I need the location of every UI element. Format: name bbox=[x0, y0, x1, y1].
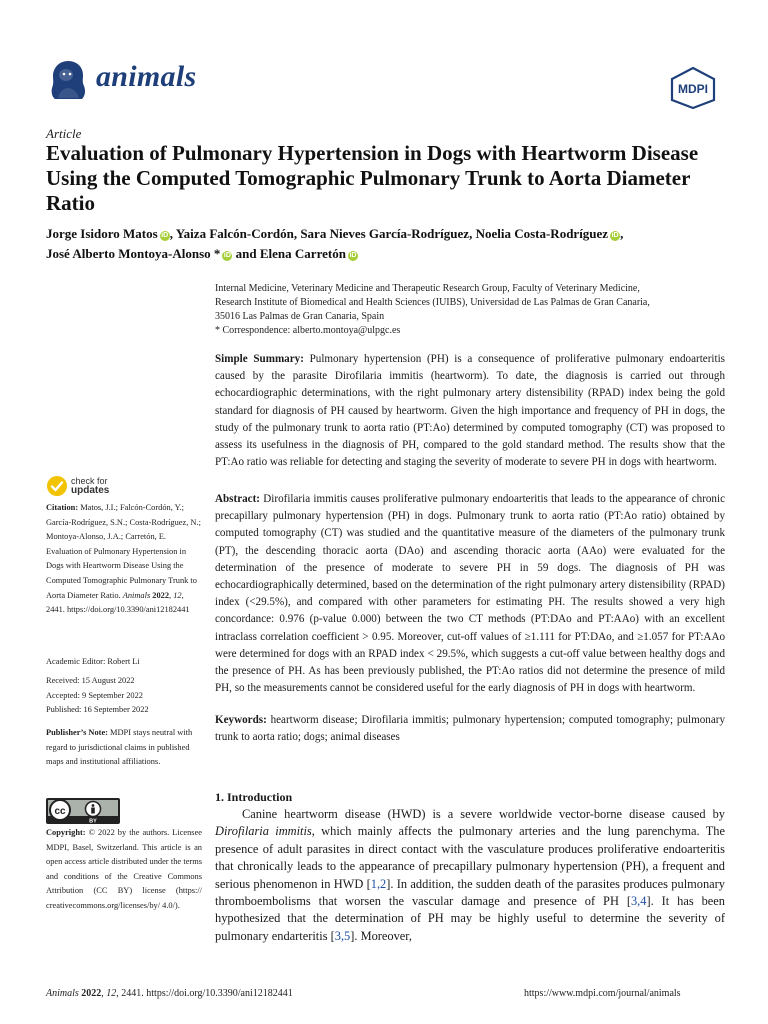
academic-editor: Academic Editor: Robert Li bbox=[46, 657, 140, 666]
article-title: Evaluation of Pulmonary Hypertension in Dogs with Heartworm Disease Using the Computed Tomographic Pulmonary Trunk to Aorta Diameter Ratio bbox=[46, 141, 699, 215]
affiliation-line: Research Institute of Biomedical and Health Sciences (IUIBS), Universidad de Las Palmas de Gran Canaria, bbox=[215, 297, 650, 308]
keywords-label: Keywords: bbox=[215, 714, 267, 726]
citation-block: Citation: Matos, J.I.; Falcón-Cordón, Y.; García-Rodríguez, S.N.; Costa-Rodríguez, N.; Montoya-Alonso, J.A.; Carretón, E. Evaluation of Pulmonary Hypertension in Dogs with Heartworm Disease Using the Computed Tomographic Pulmonary Trunk to Aorta Diameter Ratio. Animals 2022, 12, 2441. https://doi.org/10.3390/ani12182441 bbox=[46, 503, 201, 615]
citation-volume: 12 bbox=[173, 590, 182, 600]
check-updates-line1: check for bbox=[71, 476, 108, 486]
author-name[interactable]: Noelia Costa-Rodríguez bbox=[475, 226, 609, 241]
cc-by-label: BY bbox=[89, 818, 97, 824]
ape-silhouette-icon bbox=[46, 58, 90, 102]
correspondence[interactable]: * Correspondence: alberto.montoya@ulpgc.es bbox=[215, 325, 401, 336]
author-name[interactable]: Sara Nieves García-Rodríguez bbox=[300, 226, 470, 241]
author-list: Jorge Isidoro Matos iD , Yaiza Falcón-Cordón, Sara Nieves García-Rodríguez, Noelia Costa-Rodríguez iD , José Alberto Montoya-Alonso * iD and Elena Carretón iD bbox=[46, 226, 624, 261]
footer-volume: 12 bbox=[106, 988, 117, 999]
orcid-icon[interactable]: iD bbox=[223, 252, 231, 259]
received-date: Received: 15 August 2022 bbox=[46, 676, 135, 685]
citation-text: Matos, J.I.; Falcón-Cordón, Y.; García-Rodríguez, S.N.; Costa-Rodríguez, N.; Montoya-Alonso, J.A.; Carretón, E. Evaluation of Pulmonary Hypertension in Dogs with Heartworm Disease Using the Computed Tomographic Pulmonary Trunk to Aorta Diameter Ratio. bbox=[46, 503, 201, 600]
accepted-date: Accepted: 9 September 2022 bbox=[46, 690, 143, 700]
mdpi-logo bbox=[668, 66, 718, 110]
intro-text: ]. It has been hypothesized that the determination of PH may be highly useful to determine the severity of pulmonary endarteritis [ bbox=[215, 894, 726, 943]
published-date: Published: 16 September 2022 bbox=[46, 705, 149, 715]
species-name: Dirofilaria immitis bbox=[215, 824, 312, 839]
author-name[interactable]: and Elena Carretón bbox=[235, 246, 346, 261]
footer-journal-url[interactable]: https://www.mdpi.com/journal/animals bbox=[524, 988, 681, 999]
simple-summary-text: Pulmonary hypertension (PH) is a consequence of proliferative pulmonary endoarteritis caused by the parasite Dirofilaria immitis (heartworm). To date, the diagnosis is carried out through echocardiographic determinations, with the right pulmonary artery distensibility (RPAD) index being the gold standard for diagnosis of PH caused by heartworm. Given the high importance and frequency of PH in dogs, the study of the pulmonary trunk to aorta ratio (PT:Ao) determined by computed tomography (CT) was proposed to assess its usefulness in the diagnosis of PH, compared to the gold standard method. The results show that the PT:Ao ratio was reliable for detecting and staging the severity of moderate to severe PH in dogs with heartworm. bbox=[215, 353, 725, 469]
citation-label: Citation: bbox=[46, 503, 79, 512]
citation-link[interactable]: 1,2 bbox=[370, 876, 387, 891]
publisher-note bbox=[46, 726, 202, 770]
orcid-icon[interactable]: iD bbox=[349, 252, 357, 259]
intro-text: ]. Moreover, bbox=[350, 928, 413, 943]
citation-link[interactable]: 3,4 bbox=[630, 894, 647, 909]
intro-text: ]. In addition, the sudden death of the parasites produces pulmonary thromboembolisms that worsen the vascular damage and presence of PH [ bbox=[215, 876, 725, 909]
affiliation-line: Internal Medicine, Veterinary Medicine and Therapeutic Research Group, Faculty of Veterinary Medicine, bbox=[215, 283, 640, 294]
citation-year: 2022 bbox=[152, 590, 170, 600]
abstract-label: Abstract: bbox=[215, 493, 260, 505]
citation-journal: Animals bbox=[122, 590, 151, 600]
journal-name: animals bbox=[96, 60, 197, 93]
svg-text:cc: cc bbox=[54, 806, 66, 817]
copyright-label: Copyright: bbox=[46, 828, 86, 837]
author-name[interactable]: José Alberto Montoya-Alonso * bbox=[46, 246, 221, 261]
footer-citation: Animals 2022, 12, 2441. https://doi.org/10.3390/ani12182441 bbox=[46, 988, 293, 999]
copyright-block bbox=[46, 826, 202, 914]
copyright-text: © 2022 by the authors. Licensee MDPI, Basel, Switzerland. This article is an open access article distributed under the terms and conditions of the Creative Commons Attribution (CC BY) license (https:// creativecommons.org/licenses/by/ 4.0/). bbox=[46, 828, 203, 910]
footer-journal: Animals bbox=[46, 988, 79, 999]
article-type: Article bbox=[46, 126, 82, 141]
citation-doi[interactable]: , 2441. https://doi.org/10.3390/ani12182441 bbox=[46, 590, 190, 615]
check-for-updates-button[interactable] bbox=[46, 475, 166, 499]
orcid-icon[interactable]: iD bbox=[161, 232, 169, 239]
check-updates-icon bbox=[46, 475, 68, 497]
simple-summary bbox=[215, 351, 725, 471]
footer-year: 2022 bbox=[81, 988, 102, 999]
cc-by-license-icon[interactable] bbox=[46, 798, 120, 824]
check-updates-line2: updates bbox=[71, 485, 110, 496]
citation-link[interactable]: 3,5 bbox=[334, 928, 351, 943]
publisher-note-text: MDPI stays neutral with regard to jurisdictional claims in published maps and institutional affiliations. bbox=[46, 728, 193, 767]
author-name[interactable]: Jorge Isidoro Matos bbox=[46, 226, 158, 241]
section-heading: 1. Introduction bbox=[215, 790, 293, 804]
footer-doi[interactable]: , 2441. https://doi.org/10.3390/ani12182441 bbox=[116, 988, 293, 999]
keywords-text: heartworm disease; Dirofilaria immitis; pulmonary hypertension; computed tomography; pulmonary trunk to aorta ratio; dogs; animal diseases bbox=[215, 714, 725, 744]
abstract-text: Dirofilaria immitis causes proliferative pulmonary endoarteritis that leads to the appearance of chronic precapillary pulmonary hypertension (PH) in dogs. Pulmonary trunk to aorta ratio (PT:Ao ratio) obtained by computed tomography (CT) was studied and the quantitative measure of the diameters of the pulmonary trunk (PT), the descending thoracic aorta (DAo) and ascending thoracic aorta (AAo) were evaluated for the determination of the presence of moderate to severe PH in 59 dogs. The diagnosis of PH was echocardiographically determined, based on the determination of the right pulmonary artery distensibility (RPAD) index (<29.5%), and compared with other parameters for estimating PH. The results showed a very high concordance: 0.976 (p-value 0.000) between the two CT methods (PT:DAo and PT:AAo) with an excellent intraclass correlation coefficient > 0.95. Moreover, cut-off values of ≥1.111 for PT:DAo, and ≥1.057 for PT:AAo were determined for dogs with an RPAD index < 29.5%, which suggests a cut-off value between healthy dogs and the presence of PH. As has been previously published, the PT:Ao ratios did not determine the presence of mild PH, so the measurements cannot be considered useful for the early diagnosis of PH in dogs with heartworm. bbox=[215, 493, 725, 695]
author-name[interactable]: Yaiza Falcón-Cordón bbox=[175, 226, 294, 241]
intro-text: , which mainly affects the pulmonary arteries and the lung parenchyma. The presence of adult parasites in direct contact with the vasculature produces proliferative endoarteritis that chronically leads to the appearance of precapillary pulmonary hypertension (PH), a frequent and serious phenomenon in HWD [ bbox=[215, 824, 725, 891]
publisher-note-label: Publisher’s Note: bbox=[46, 728, 108, 737]
simple-summary-label: Simple Summary: bbox=[215, 353, 304, 365]
publication-dates bbox=[46, 674, 202, 718]
keywords bbox=[215, 712, 725, 746]
affiliation bbox=[215, 282, 725, 338]
intro-paragraph bbox=[215, 806, 725, 945]
mdpi-logo-text: MDPI bbox=[678, 82, 708, 96]
affiliation-line: 35016 Las Palmas de Gran Canaria, Spain bbox=[215, 311, 385, 322]
intro-text: Canine heartworm disease (HWD) is a severe worldwide vector-borne disease caused by bbox=[242, 807, 725, 821]
orcid-icon[interactable]: iD bbox=[611, 232, 619, 239]
abstract bbox=[215, 491, 725, 697]
